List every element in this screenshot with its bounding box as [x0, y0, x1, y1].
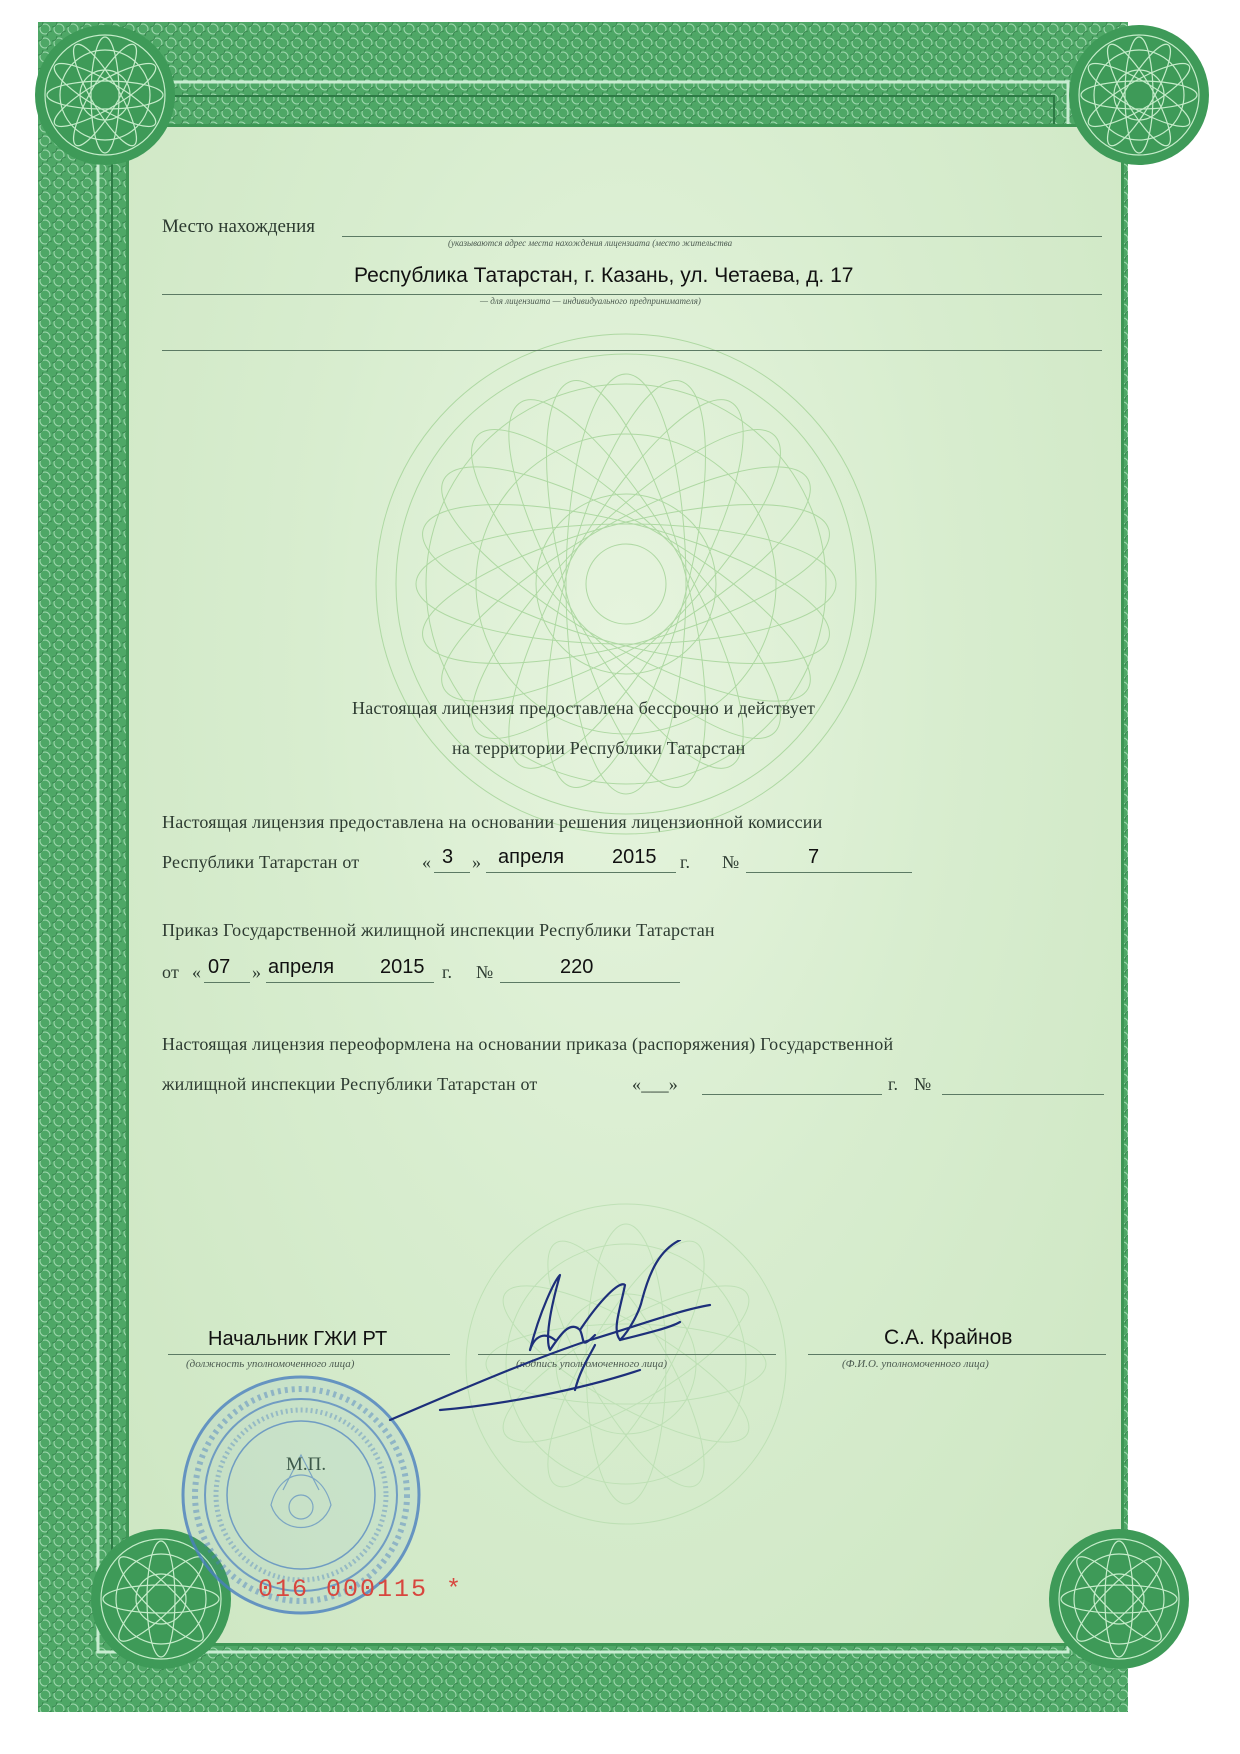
handwritten-signature — [380, 1240, 760, 1440]
order-year: 2015 — [380, 956, 425, 978]
address-line-2 — [162, 294, 1102, 295]
order-day-line — [204, 982, 250, 983]
commission-month-line — [486, 872, 676, 873]
reissue-line-2: жилищной инспекции Республики Татарстан от — [162, 1074, 538, 1094]
order-day: 07 — [208, 956, 231, 978]
validity-line-2: на территории Республики Татарстан — [452, 738, 746, 758]
serial-mark: * — [446, 1575, 462, 1604]
validity-line-1: Настоящая лицензия предоставлена бессрочно и действует — [352, 698, 816, 718]
signature-hint: (подпись уполномоченного лица) — [516, 1358, 668, 1370]
commission-prefix: Республики Татарстан от — [162, 852, 360, 872]
corner-rosette-top-left — [30, 20, 180, 170]
commission-number: 7 — [808, 846, 820, 868]
commission-number-line — [746, 872, 912, 873]
address-line-3 — [162, 350, 1102, 351]
order-year-suffix: г. — [442, 962, 453, 982]
commission-year: 2015 — [612, 846, 657, 868]
name-line — [808, 1354, 1106, 1355]
address-label: Место нахождения — [162, 216, 315, 237]
reissue-quotes: «___» — [632, 1074, 678, 1094]
order-number-line — [500, 982, 680, 983]
order-prefix: от — [162, 962, 180, 982]
corner-rosette-bottom-right — [1044, 1524, 1194, 1674]
reissue-date-line — [702, 1094, 882, 1095]
corner-rosette-top-right — [1064, 20, 1214, 170]
commission-open-quote: « — [422, 852, 432, 872]
address-hint-bottom: — для лицензиата — индивидуального предпринимателя) — [480, 296, 701, 306]
order-number-sign: № — [476, 962, 494, 982]
commission-close-quote: » — [472, 852, 482, 872]
reissue-year-suffix: г. — [888, 1074, 899, 1094]
name-hint: (Ф.И.О. уполномоченного лица) — [842, 1358, 989, 1370]
order-open-quote: « — [192, 962, 202, 982]
serial-number: 016 000115 — [258, 1575, 429, 1604]
official-position: Начальник ГЖИ РТ — [208, 1328, 388, 1350]
address-value: Республика Татарстан, г. Казань, ул. Четаева, д. 17 — [354, 264, 854, 287]
commission-month: апреля — [498, 846, 565, 868]
official-name: С.А. Крайнов — [884, 1326, 1013, 1349]
position-hint: (должность уполномоченного лица) — [186, 1358, 355, 1370]
address-line-1 — [342, 236, 1102, 237]
order-month-line — [266, 982, 434, 983]
seal-label: М.П. — [286, 1454, 327, 1475]
order-line-1: Приказ Государственной жилищной инспекции Республики Татарстан — [162, 920, 715, 940]
commission-day-line — [434, 872, 470, 873]
commission-year-suffix: г. — [680, 852, 691, 872]
reissue-number-sign: № — [914, 1074, 932, 1094]
order-month: апреля — [268, 956, 335, 978]
address-hint-top: (указываются адрес места нахождения лицензиата (место жительства — [448, 238, 733, 248]
reissue-number-line — [942, 1094, 1104, 1095]
order-close-quote: » — [252, 962, 262, 982]
commission-number-sign: № — [722, 852, 740, 872]
order-number: 220 — [560, 956, 594, 978]
commission-line-1: Настоящая лицензия предоставлена на основании решения лицензионной комиссии — [162, 812, 823, 832]
commission-day: 3 — [442, 846, 454, 868]
serial-row — [258, 1575, 461, 1604]
reissue-line-1: Настоящая лицензия переоформлена на основании приказа (распоряжения) Государственной — [162, 1034, 894, 1054]
